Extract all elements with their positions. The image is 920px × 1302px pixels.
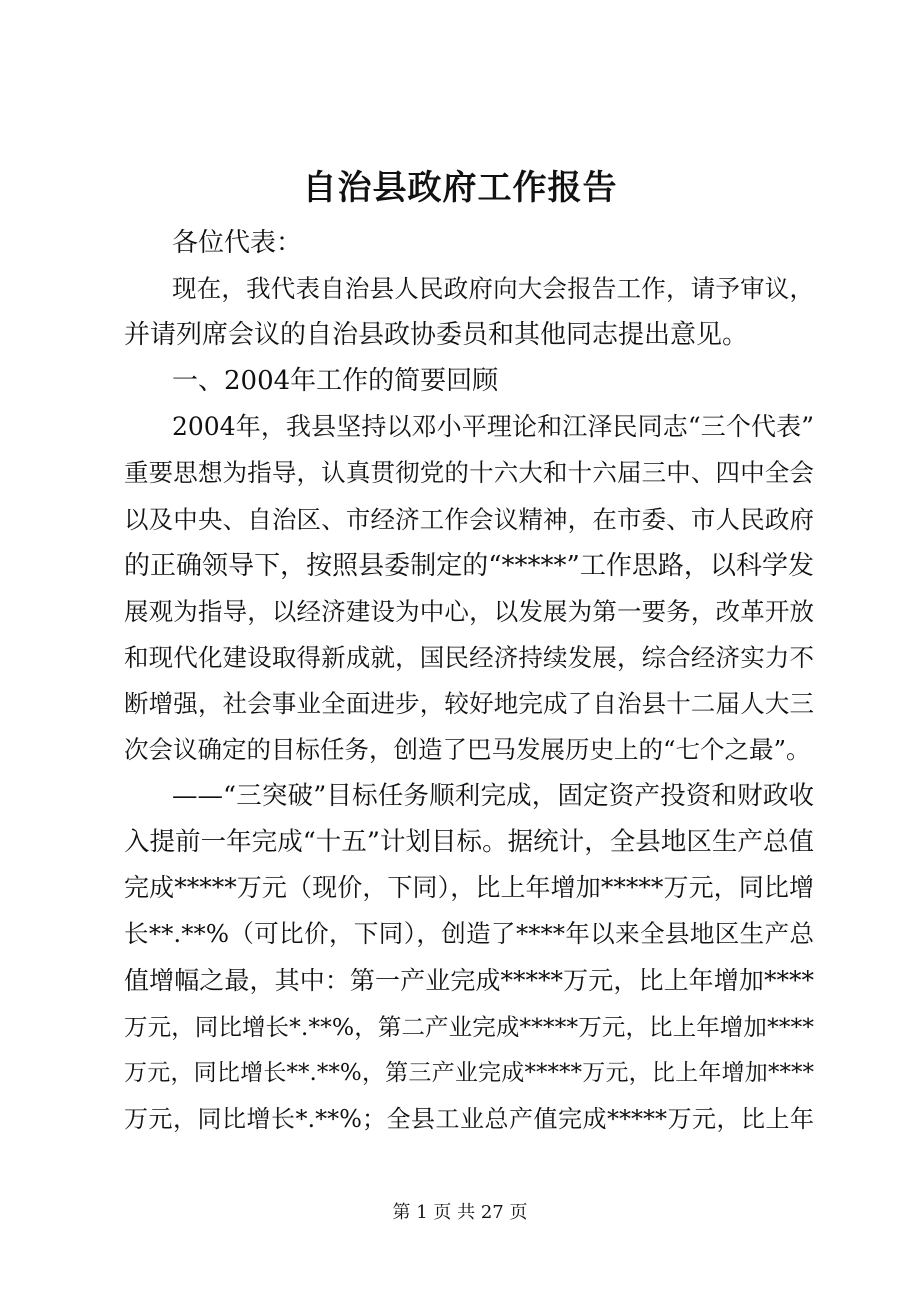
salutation-line: 各位代表：: [172, 228, 303, 258]
document-title: 自治县政府工作报告: [302, 168, 618, 208]
paragraph-line: 完成*****万元（现价，下同），比上年增加*****万元，同比增: [124, 873, 814, 903]
paragraph-line: 万元，同比增长*.**%，第二产业完成*****万元，比上年增加****: [124, 1012, 814, 1041]
paragraph-line: 万元，同比增长**.**%，第三产业完成*****万元，比上年增加****: [124, 1059, 814, 1086]
paragraph-line: 展观为指导，以经济建设为中心，以发展为第一要务，改革开放: [124, 596, 814, 626]
paragraph-line: 的正确领导下，按照县委制定的“*****”工作思路，以科学发: [124, 550, 814, 581]
paragraph-line: 重要思想为指导，认真贯彻党的十六大和十六届三中、四中全会: [124, 458, 814, 488]
paragraph-line: 次会议确定的目标任务，创造了巴马发展历史上的“七个之最”。: [124, 735, 811, 765]
paragraph-line: 入提前一年完成“十五”计划目标。据统计，全县地区生产总值: [124, 827, 814, 858]
paragraph-line: 值增幅之最，其中：第一产业完成*****万元，比上年增加****: [124, 965, 814, 995]
paragraph-line: 2004年，我县坚持以邓小平理论和江泽民同志“三个代表”: [172, 412, 814, 442]
paragraph-line: 断增强，社会事业全面进步，较好地完成了自治县十二届人大三: [124, 688, 814, 718]
page-footer: 第 1 页 共 27 页: [392, 1202, 528, 1223]
paragraph-line: 并请列席会议的自治县政协委员和其他同志提出意见。: [124, 320, 749, 351]
paragraph-line: 现在，我代表自治县人民政府向大会报告工作，请予审议，: [172, 274, 814, 304]
paragraph-line: 和现代化建设取得新成就，国民经济持续发展，综合经济实力不: [124, 642, 814, 672]
paragraph-line: ——“三突破”目标任务顺利完成，固定资产投资和财政收: [172, 781, 814, 812]
document-body: [124, 220, 814, 1142]
paragraph-line: 万元，同比增长*.**%；全县工业总产值完成*****万元，比上年: [124, 1104, 814, 1133]
paragraph-line: 以及中央、自治区、市经济工作会议精神，在市委、市人民政府: [124, 504, 814, 534]
paragraph-line: 长**.**%（可比价，下同），创造了****年以来全县地区生产总: [124, 919, 814, 949]
section-heading: 一、2004年工作的简要回顾: [172, 366, 499, 397]
